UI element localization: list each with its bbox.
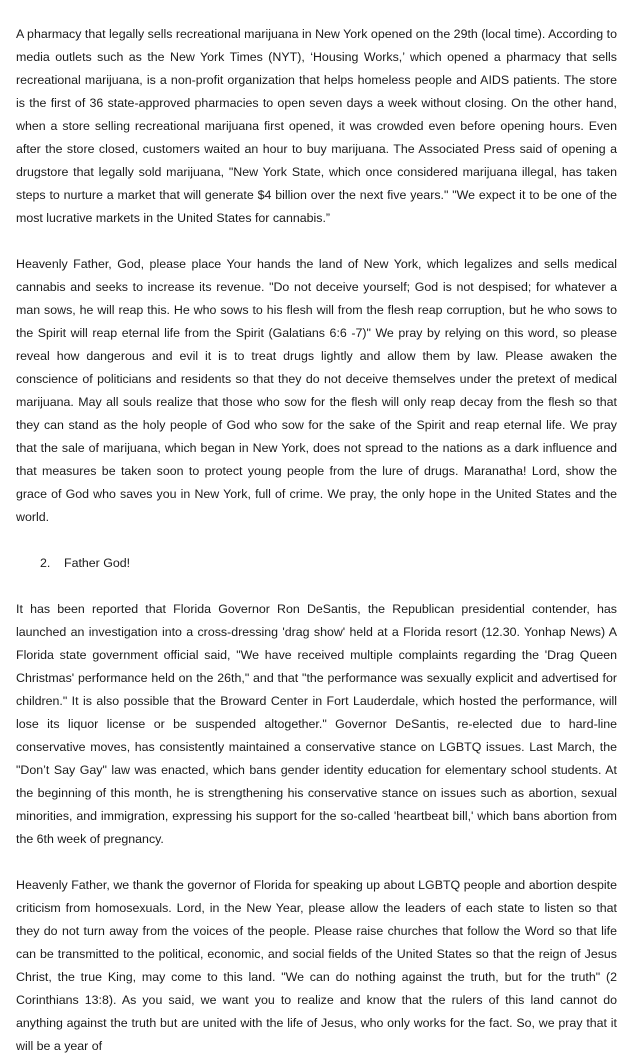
- paragraph-florida-report: It has been reported that Florida Governor Ron DeSantis, the Republican presidential contender, has launched an investigation into a cross-dressing 'drag show' held at a Florida resort (12.30. Yonhap News) A Florida state government official said, "We have received multiple complaints regarding the 'Drag Queen Christmas' performance held on the 26th," and that "the performance was sexually explicit and advertised for children." It is also possible that the Broward Center in Fort Lauderdale, which hosted the performance, will lose its liquor license or be suspended altogether." Governor DeSantis, re-elected due to hard-line conservative moves, has consistently maintained a conservative stance on LGBTQ issues. Last March, the "Don’t Say Gay" law was enacted, which bans gender identity education for elementary school students. At the beginning of this month, he is strengthening his conservative stance on issues such as abortion, sexual minorities, and immigration, expressing his support for the so-called 'heartbeat bill,' which bans abortion from the 6th week of pregnancy.: [16, 602, 617, 846]
- paragraph-gap: [16, 851, 617, 874]
- list-heading-text: Father God!: [64, 556, 131, 570]
- document-page: [16, 23, 617, 1058]
- list-number: 2.: [40, 556, 51, 570]
- paragraph-gap: [16, 529, 617, 552]
- numbered-heading: [16, 552, 617, 575]
- paragraph-prayer-florida: Heavenly Father, we thank the governor of Florida for speaking up about LGBTQ people and abortion despite criticism from homosexuals. Lord, in the New Year, please allow the leaders of each state to listen so that they do not turn away from the voices of the people. Please raise churches that follow the Word so that life can be transmitted to the political, economic, and social fields of the United States so that the reign of Jesus Christ, the true King, may come to this land. "We can do nothing against the truth, but for the truth" (2 Corinthians 13:8). As you said, we want you to realize and know that the rulers of this land cannot do anything against the truth but are united with the life of Jesus, who only works for the fact. So, we pray that it will be a year of: [16, 878, 617, 1053]
- paragraph-ny-marijuana-report: A pharmacy that legally sells recreational marijuana in New York opened on the 29th (local time). According to media outlets such as the New York Times (NYT), ‘Housing Works,’ which opened a pharmacy that sells recreational marijuana, is a non-profit organization that helps homeless people and AIDS patients. The store is the first of 36 state-approved pharmacies to open seven days a week without closing. On the other hand, when a store selling recreational marijuana first opened, it was crowded even before opening hours. Even after the store closed, customers waited an hour to buy marijuana. The Associated Press said of opening a drugstore that legally sold marijuana, "New York State, which once considered marijuana illegal, has taken steps to nurture a market that will generate $4 billion over the next five years." "We expect it to be one of the most lucrative markets in the United States for cannabis.”: [16, 27, 617, 225]
- paragraph-gap: [16, 575, 617, 598]
- paragraph-gap: [16, 230, 617, 253]
- paragraph-prayer-new-york: Heavenly Father, God, please place Your hands the land of New York, which legalizes and sells medical cannabis and seeks to increase its revenue. "Do not deceive yourself; God is not despised; for whatever a man sows, he will reap this. He who sows to his flesh will from the flesh reap corruption, but he who sows to the Spirit will reap eternal life from the Spirit (Galatians 6:6 -7)" We pray by relying on this word, so please reveal how dangerous and evil it is to treat drugs lightly and allow them by law. Please awaken the conscience of politicians and residents so that they do not deceive themselves under the pretext of medical marijuana. May all souls realize that those who sow for the flesh will only reap decay from the flesh so that they can stand as the holy people of God who sow for the sake of the Spirit and reap eternal life. We pray that the sale of marijuana, which began in New York, does not spread to the nations as a dark influence and that measures be taken soon to protect young people from the lure of drugs. Maranatha! Lord, show the grace of God who saves you in New York, full of crime. We pray, the only hope in the United States and the world.: [16, 257, 617, 524]
